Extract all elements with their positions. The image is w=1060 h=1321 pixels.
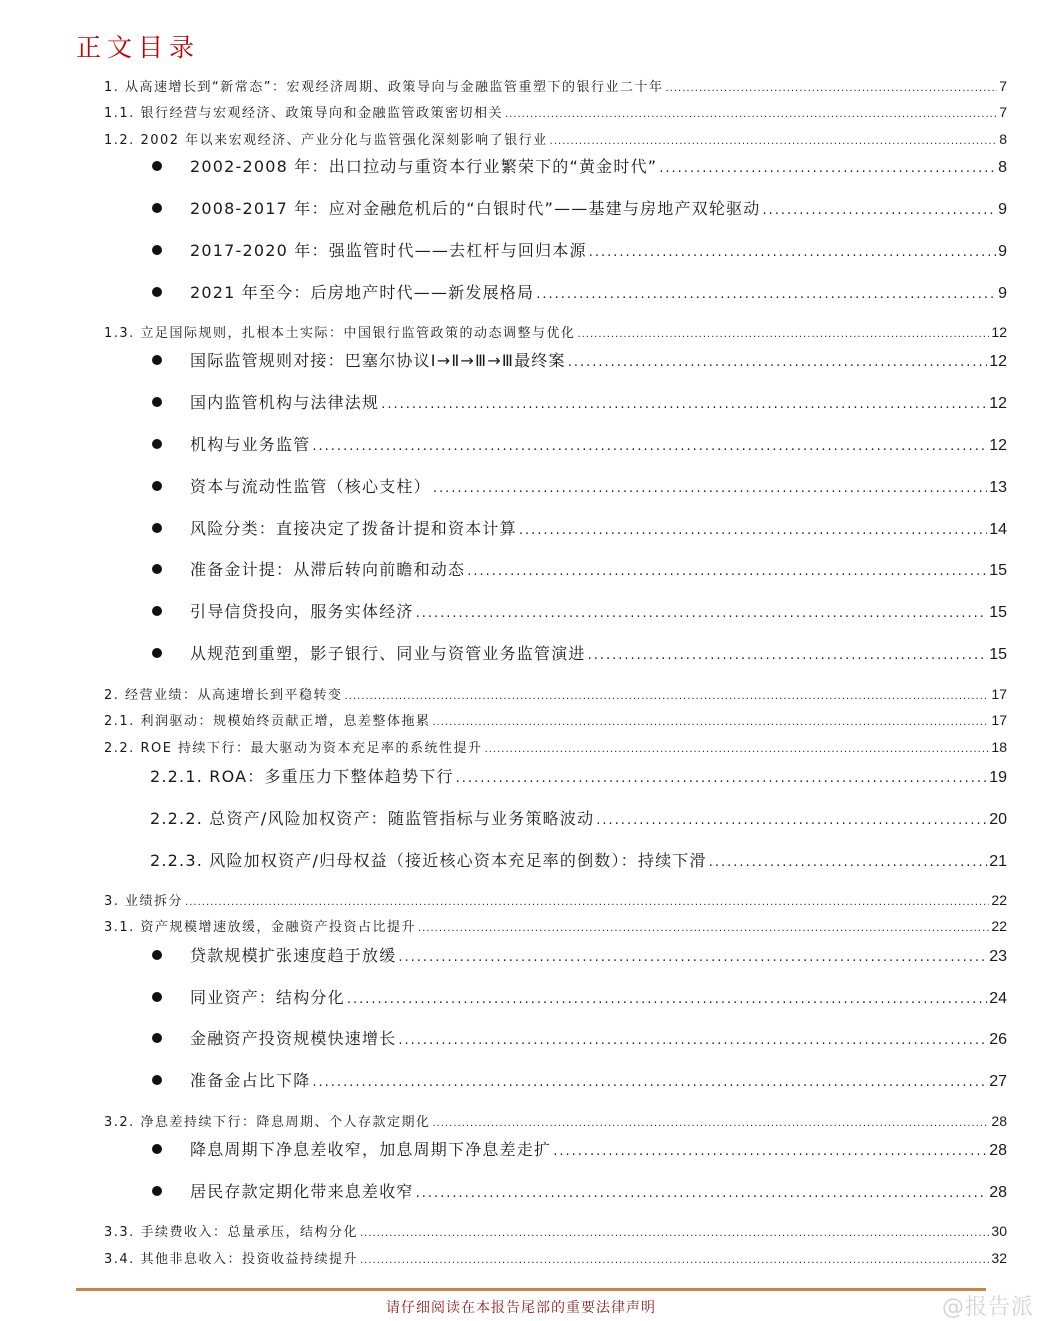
bullet-icon <box>152 245 162 255</box>
dot-leader <box>432 717 989 728</box>
dot-leader <box>596 813 987 828</box>
toc-entry[interactable] <box>104 737 1007 756</box>
toc-entry[interactable] <box>150 848 1007 871</box>
dot-leader <box>416 606 988 621</box>
toc-bullet-entry[interactable] <box>152 1026 1007 1049</box>
dot-leader <box>312 439 987 454</box>
toc-entry-title: 国际监管规则对接：巴塞尔协议Ⅰ→Ⅱ→Ⅲ→Ⅲ最终案 <box>190 351 566 370</box>
dot-leader <box>553 1144 987 1159</box>
bullet-icon <box>152 1033 162 1043</box>
toc-page-number: 15 <box>989 562 1007 579</box>
footer-divider <box>76 1288 986 1291</box>
toc-page-number: 22 <box>991 892 1007 908</box>
toc-page-number: 20 <box>989 811 1007 828</box>
bullet-icon <box>152 564 162 574</box>
toc-page-number: 15 <box>989 646 1007 663</box>
toc-entry[interactable] <box>104 684 1007 703</box>
dot-leader <box>762 203 996 218</box>
toc-entry-title: 2.2.3. 风险加权资产/归母权益（接近核心资本充足率的倒数）：持续下滑 <box>150 851 707 870</box>
toc-page-number: 12 <box>989 395 1007 412</box>
toc-page-number: 7 <box>999 78 1007 94</box>
dot-leader <box>360 1228 989 1239</box>
toc-bullet-entry[interactable] <box>152 516 1007 539</box>
bullet-icon <box>152 161 162 171</box>
toc-bullet-entry[interactable] <box>152 985 1007 1008</box>
toc-entry-title: 贷款规模扩张速度趋于放缓 <box>190 946 397 965</box>
bullet-icon <box>152 950 162 960</box>
dot-leader <box>589 245 996 260</box>
dot-leader <box>505 109 997 120</box>
watermark: @报告派 <box>942 1295 1035 1320</box>
toc-entry-title: 1. 从高速增长到“新常态”：宏观经济周期、政策导向与金融监管重塑下的银行业二十年 <box>104 80 664 95</box>
toc-entry-title: 国内监管机构与法律法规 <box>190 393 380 412</box>
dot-leader <box>659 161 996 176</box>
toc-page-number: 12 <box>989 353 1007 370</box>
dot-leader <box>360 1255 989 1266</box>
toc-bullet-entry[interactable] <box>152 1137 1007 1160</box>
dot-leader <box>398 950 987 965</box>
toc-page-number: 28 <box>989 1184 1007 1201</box>
toc-page-number: 32 <box>991 1250 1007 1266</box>
toc-page-number: 18 <box>991 739 1007 755</box>
toc-bullet-entry[interactable] <box>152 943 1007 966</box>
dot-leader <box>456 771 988 786</box>
bullet-icon <box>152 523 162 533</box>
dot-leader <box>416 1186 988 1201</box>
toc-page-number: 13 <box>989 479 1007 496</box>
dot-leader <box>709 855 988 870</box>
toc-page-number: 7 <box>999 104 1007 120</box>
dot-leader <box>312 1075 987 1090</box>
toc-entry-title: 准备金计提：从滞后转向前瞻和动态 <box>190 560 466 579</box>
bullet-icon <box>152 203 162 213</box>
toc-bullet-entry[interactable] <box>152 1179 1007 1202</box>
bullet-icon <box>152 992 162 1002</box>
toc-entry[interactable] <box>104 890 1007 909</box>
toc-page-number: 12 <box>989 437 1007 454</box>
bullet-icon <box>152 1186 162 1196</box>
toc-entry[interactable] <box>150 806 1007 829</box>
dot-leader <box>432 1118 989 1129</box>
toc-entry-title: 2.2.1. ROA：多重压力下整体趋势下行 <box>150 767 454 786</box>
toc-bullet-entry[interactable] <box>152 348 1007 371</box>
toc-page-number: 8 <box>999 131 1007 147</box>
dot-leader <box>398 1033 987 1048</box>
legal-notice: 请仔细阅读在本报告尾部的重要法律声明 <box>386 1300 656 1316</box>
toc-page-number: 23 <box>989 948 1007 965</box>
dot-leader <box>381 397 987 412</box>
bullet-icon <box>152 606 162 616</box>
toc-page-number: 24 <box>989 990 1007 1007</box>
toc-page-number: 9 <box>998 201 1007 218</box>
toc-entry-title: 准备金占比下降 <box>190 1071 311 1090</box>
bullet-icon <box>152 355 162 365</box>
toc-entry[interactable] <box>104 916 1007 935</box>
toc-entry[interactable] <box>104 710 1007 729</box>
toc-page-number: 17 <box>991 712 1007 728</box>
toc-entry-title: 2.1. 利润驱动：规模始终贡献正增，息差整体拖累 <box>104 714 431 729</box>
toc-entry-title: 居民存款定期化带来息差收窄 <box>190 1182 414 1201</box>
toc-bullet-entry[interactable] <box>152 1068 1007 1091</box>
dot-leader <box>550 136 998 147</box>
dot-leader <box>577 329 989 340</box>
toc-page-number: 27 <box>989 1073 1007 1090</box>
dot-leader <box>418 923 989 934</box>
dot-leader <box>433 481 987 496</box>
toc-entry-title: 2008-2017 年：应对金融危机后的“白银时代”——基建与房地产双轮驱动 <box>190 199 761 218</box>
toc-page-number: 28 <box>991 1113 1007 1129</box>
dot-leader <box>347 992 987 1007</box>
toc-bullet-entry[interactable] <box>152 280 1007 303</box>
toc-entry-title: 降息周期下净息差收窄，加息周期下净息差走扩 <box>190 1140 552 1159</box>
toc-entry[interactable] <box>104 1111 1007 1130</box>
dot-leader <box>536 287 996 302</box>
toc-page-number: 9 <box>998 285 1007 302</box>
dot-leader <box>345 691 990 702</box>
toc-entry-title: 风险分类：直接决定了拨备计提和资本计算 <box>190 519 517 538</box>
toc-page-number: 12 <box>991 324 1007 340</box>
toc-page-number: 19 <box>989 769 1007 786</box>
toc-entry-title: 2.2. ROE 持续下行：最大驱动为资本充足率的系统性提升 <box>104 741 483 756</box>
toc-bullet-entry[interactable] <box>152 154 1007 177</box>
toc-bullet-entry[interactable] <box>152 432 1007 455</box>
toc-entry[interactable] <box>104 322 1007 341</box>
dot-leader <box>666 83 998 94</box>
toc-entry-title: 2017-2020 年：强监管时代——去杠杆与回归本源 <box>190 241 587 260</box>
dot-leader <box>467 564 987 579</box>
dot-leader <box>568 355 988 370</box>
toc-entry-title: 3.1. 资产规模增速放缓，金融资产投资占比提升 <box>104 920 416 935</box>
toc-bullet-entry[interactable] <box>152 196 1007 219</box>
toc-entry-title: 从规范到重塑，影子银行、同业与资管业务监管演进 <box>190 644 586 663</box>
toc-entry-title: 2. 经营业绩：从高速增长到平稳转变 <box>104 688 343 703</box>
toc-entry-title: 资本与流动性监管（核心支柱） <box>190 477 431 496</box>
toc-entry-title: 2.2.2. 总资产/风险加权资产：随监管指标与业务策略波动 <box>150 809 595 828</box>
dot-leader <box>588 648 988 663</box>
toc-entry-title: 1.2. 2002 年以来宏观经济、产业分化与监管强化深刻影响了银行业 <box>104 133 548 148</box>
toc-entry-title: 引导信贷投向，服务实体经济 <box>190 602 414 621</box>
toc-entry[interactable] <box>104 129 1007 148</box>
page-title: 正文目录 <box>76 33 201 62</box>
toc-page-number: 14 <box>989 521 1007 538</box>
bullet-icon <box>152 439 162 449</box>
bullet-icon <box>152 1075 162 1085</box>
toc-bullet-entry[interactable] <box>152 390 1007 413</box>
toc-entry[interactable] <box>104 76 1007 95</box>
toc-entry-title: 2021 年至今：后房地产时代——新发展格局 <box>190 283 535 302</box>
toc-entry-title: 3.3. 手续费收入：总量承压，结构分化 <box>104 1225 358 1240</box>
toc-page-number: 9 <box>998 243 1007 260</box>
toc-entry-title: 机构与业务监管 <box>190 435 311 454</box>
toc-entry-title: 金融资产投资规模快速增长 <box>190 1029 397 1048</box>
toc-entry[interactable] <box>150 764 1007 787</box>
toc-entry-title: 同业资产：结构分化 <box>190 988 345 1007</box>
toc-entry[interactable] <box>104 1248 1007 1267</box>
toc-entry-title: 2002-2008 年：出口拉动与重资本行业繁荣下的“黄金时代” <box>190 157 658 176</box>
toc-page-number: 21 <box>989 853 1007 870</box>
toc-entry-title: 1.1. 银行经营与宏观经济、政策导向和金融监管政策密切相关 <box>104 106 503 121</box>
toc-page-number: 15 <box>989 604 1007 621</box>
toc-entry[interactable] <box>104 1221 1007 1240</box>
toc-entry-title: 1.3. 立足国际规则，扎根本土实际：中国银行监管政策的动态调整与优化 <box>104 326 576 341</box>
dot-leader <box>185 897 989 908</box>
toc-bullet-entry[interactable] <box>152 474 1007 497</box>
dot-leader <box>519 523 987 538</box>
toc-bullet-entry[interactable] <box>152 641 1007 664</box>
toc-bullet-entry[interactable] <box>152 599 1007 622</box>
bullet-icon <box>152 481 162 491</box>
toc-page-number: 17 <box>991 686 1007 702</box>
bullet-icon <box>152 397 162 407</box>
dot-leader <box>485 744 990 755</box>
toc-page-number: 28 <box>989 1142 1007 1159</box>
bullet-icon <box>152 287 162 297</box>
bullet-icon <box>152 648 162 658</box>
toc-page-number: 8 <box>998 159 1007 176</box>
toc-bullet-entry[interactable] <box>152 557 1007 580</box>
toc-entry-title: 3. 业绩拆分 <box>104 894 184 909</box>
toc-entry[interactable] <box>104 102 1007 121</box>
bullet-icon <box>152 1144 162 1154</box>
toc-bullet-entry[interactable] <box>152 238 1007 261</box>
toc-page-number: 22 <box>991 918 1007 934</box>
toc-page-number: 30 <box>991 1223 1007 1239</box>
toc-entry-title: 3.2. 净息差持续下行：降息周期、个人存款定期化 <box>104 1115 431 1130</box>
toc-entry-title: 3.4. 其他非息收入：投资收益持续提升 <box>104 1252 358 1267</box>
toc-page-number: 26 <box>989 1031 1007 1048</box>
